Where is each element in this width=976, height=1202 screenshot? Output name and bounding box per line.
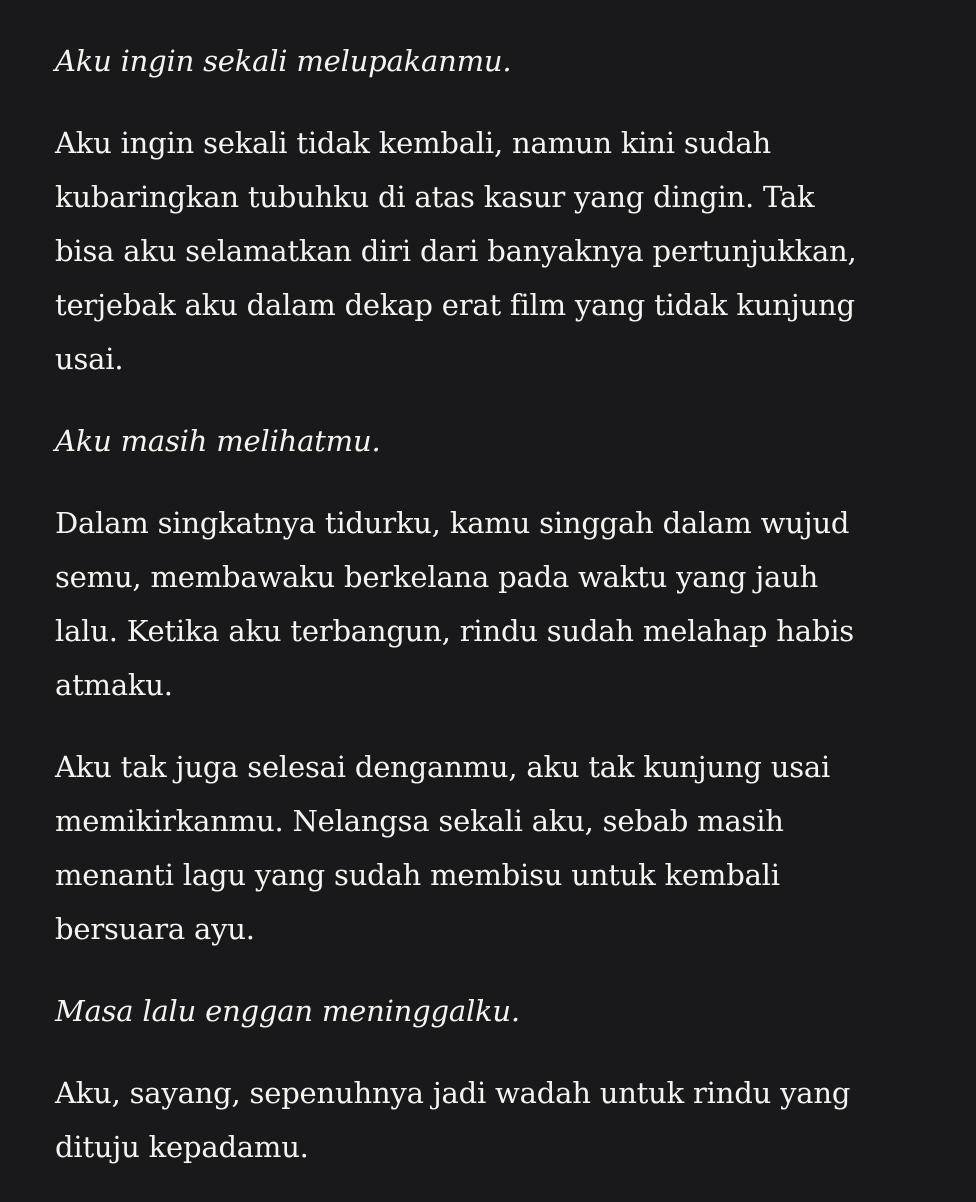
text-line: terjebak aku dalam dekap erat film yang tidak kunjung [55, 288, 855, 322]
text-line: Aku, sayang, sepenuhnya jadi wadah untuk rindu yang [55, 1076, 851, 1110]
text-line: atmaku. [55, 668, 173, 702]
article-body [55, 34, 935, 1202]
text-line: bisa aku selamatkan diri dari banyaknya pertunjukkan, [55, 234, 857, 268]
text-line: kubaringkan tubuhku di atas kasur yang dingin. Tak [55, 180, 815, 214]
paragraph-3 [55, 414, 935, 468]
text-line: usai. [55, 342, 124, 376]
text-line: Dalam singkatnya tidurku, kamu singgah dalam wujud [55, 506, 850, 540]
paragraph-4 [55, 496, 935, 712]
text-line: menanti lagu yang sudah membisu untuk kembali [55, 858, 780, 892]
text-line: Aku ingin sekali melupakanmu. [55, 44, 512, 78]
text-line: Aku tak juga selesai denganmu, aku tak kunjung usai [55, 750, 831, 784]
text-line: Aku ingin sekali tidak kembali, namun kini sudah [55, 126, 771, 160]
text-line: dituju kepadamu. [55, 1130, 309, 1164]
paragraph-7 [55, 1066, 935, 1174]
text-line: lalu. Ketika aku terbangun, rindu sudah melahap habis [55, 614, 854, 648]
text-line: Masa lalu enggan meninggalku. [55, 994, 520, 1028]
text-line: Aku masih melihatmu. [55, 424, 381, 458]
text-line: semu, membawaku berkelana pada waktu yang jauh [55, 560, 819, 594]
paragraph-1 [55, 34, 935, 88]
paragraph-5 [55, 740, 935, 956]
text-line: bersuara ayu. [55, 912, 255, 946]
text-line: memikirkanmu. Nelangsa sekali aku, sebab masih [55, 804, 784, 838]
paragraph-6 [55, 984, 935, 1038]
paragraph-2 [55, 116, 935, 386]
